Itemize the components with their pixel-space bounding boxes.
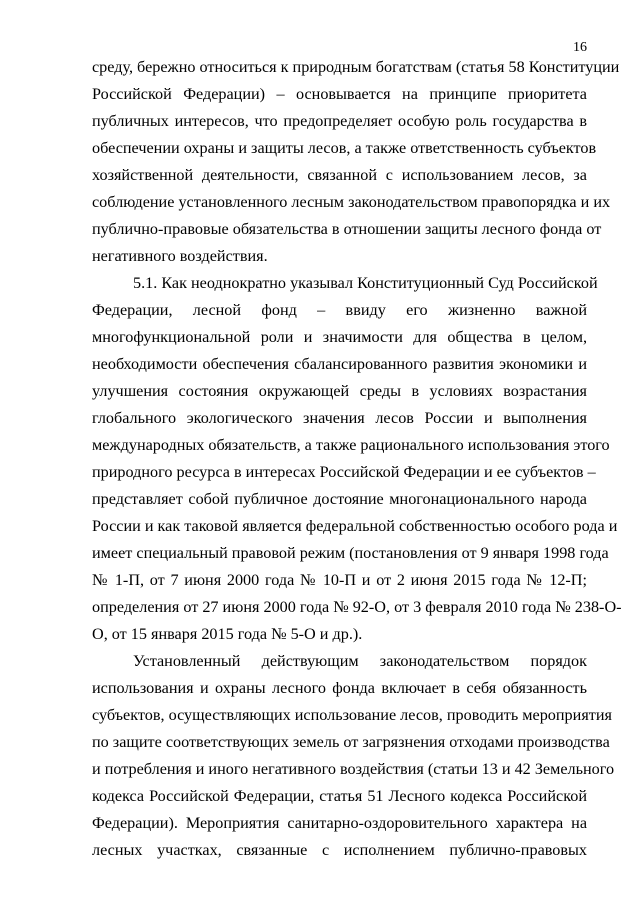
paragraph-line: и потребления и иного негативного воздействия (статьи 13 и 42 Земельного	[92, 760, 615, 778]
paragraph-line: Федерации, лесной фонд – ввиду его жизненно важной	[92, 301, 587, 319]
paragraph-line: по защите соответствующих земель от загрязнения отходами производства	[92, 733, 610, 751]
page-number: 16	[573, 40, 587, 55]
paragraph-line: среду, бережно относиться к природным богатствам (статья 58 Конституции	[92, 58, 620, 76]
paragraph-line: глобального экологического значения лесов России и выполнения	[92, 409, 587, 427]
paragraph-line: представляет собой публичное достояние многонационального народа	[92, 490, 587, 508]
paragraph-line: публичных интересов, что предопределяет особую роль государства в	[92, 112, 587, 130]
paragraph-line: О, от 15 января 2015 года № 5-О и др.).	[92, 625, 363, 643]
paragraph-line: Установленный действующим законодательством порядок	[133, 652, 587, 670]
paragraph-line: определения от 27 июня 2000 года № 92-О, от 3 февраля 2010 года № 238-О-	[92, 598, 622, 616]
paragraph-line: субъектов, осуществляющих использование лесов, проводить мероприятия	[92, 706, 612, 724]
paragraph-line: природного ресурса в интересах Российской Федерации и ее субъектов –	[92, 463, 596, 481]
paragraph-line: кодекса Российской Федерации, статья 51 Лесного кодекса Российской	[92, 787, 587, 805]
paragraph-line: многофункциональной роли и значимости для общества в целом,	[92, 328, 587, 346]
paragraph-line: публично-правовые обязательства в отношении защиты лесного фонда от	[92, 220, 602, 238]
paragraph-line: международных обязательств, а также рационального использования этого	[92, 436, 610, 454]
paragraph-line: Федерации). Мероприятия санитарно-оздоровительного характера на	[92, 814, 587, 832]
paragraph-line: России и как таковой является федеральной собственностью особого рода и	[92, 517, 618, 535]
paragraph-line: № 1-П, от 7 июня 2000 года № 10-П и от 2 июня 2015 года № 12-П;	[92, 571, 587, 589]
paragraph-line: имеет специальный правовой режим (постановления от 9 января 1998 года	[92, 544, 609, 562]
paragraph-line: 5.1. Как неоднократно указывал Конституционный Суд Российской	[133, 274, 598, 292]
paragraph-line: хозяйственной деятельности, связанной с использованием лесов, за	[92, 166, 587, 184]
paragraph-line: лесных участках, связанные с исполнением публично-правовых	[92, 841, 587, 859]
paragraph-line: Российской Федерации) – основывается на принципе приоритета	[92, 85, 587, 103]
paragraph-line: необходимости обеспечения сбалансированного развития экономики и	[92, 355, 587, 373]
paragraph-line: соблюдение установленного лесным законодательством правопорядка и их	[92, 193, 611, 211]
paragraph-line: негативного воздействия.	[92, 247, 268, 265]
paragraph-line: использования и охраны лесного фонда включает в себя обязанность	[92, 679, 587, 697]
paragraph-line: обеспечении охраны и защиты лесов, а также ответственность субъектов	[92, 139, 597, 157]
paragraph-line: улучшения состояния окружающей среды в условиях возрастания	[92, 382, 587, 400]
